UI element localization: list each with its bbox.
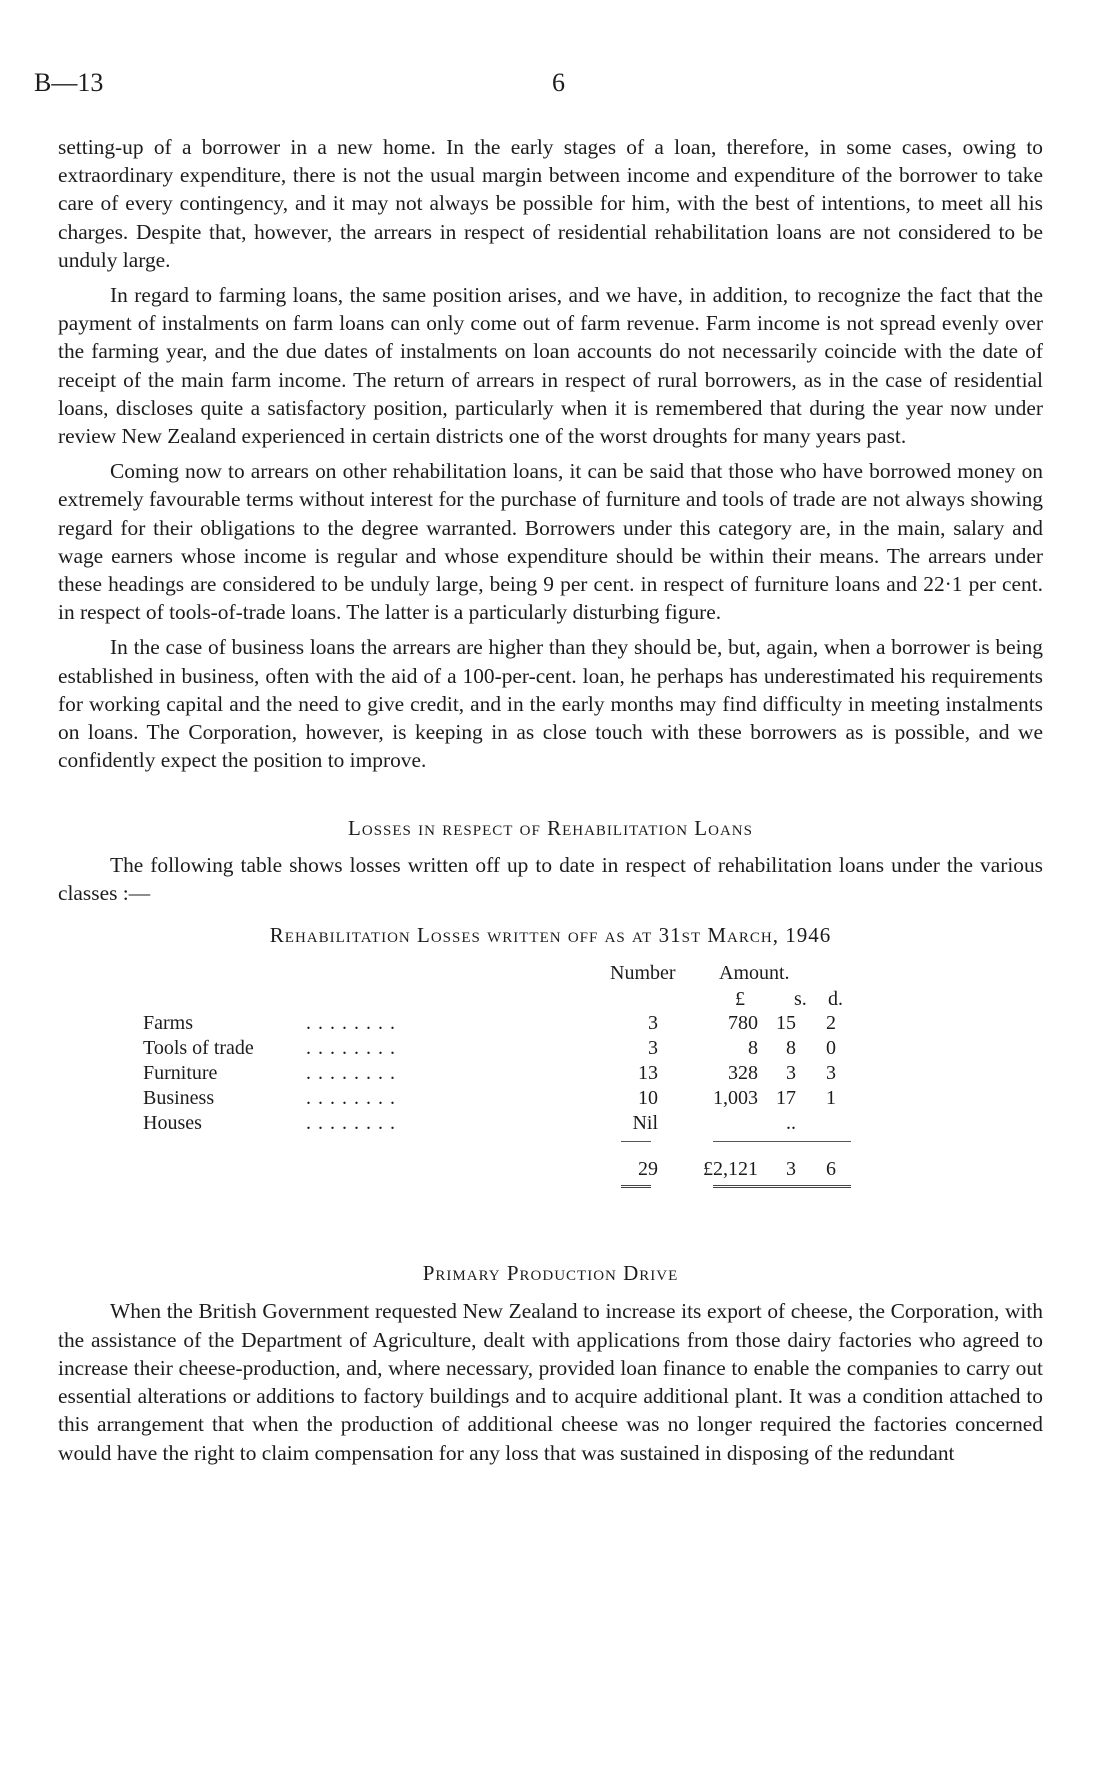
paragraph-other-rehabilitation-loans: Coming now to arrears on other rehabilitation loans, it can be said that those who have borrowed money on extremely favourable terms without interest for the purchase of furniture and tools of trade are not always showing regard for their obligations to the degree warranted. Borrowers under this category are, in the main, salary and wage earners whose income is regular and whose expenditure should be within their means. The arrears under these headings are considered to be unduly large, being 9 per cent. in respect of furniture loans and 22·1 per cent. in respect of tools-of-trade loans. The latter is a particularly disturbing figure.	[58, 459, 1043, 625]
column-header-amount: Amount.	[719, 962, 790, 985]
table-row-number: 3	[648, 1037, 658, 1060]
leader-dots: . . . . . . . .	[306, 1087, 396, 1110]
page-header	[34, 68, 1044, 102]
paragraph-residential-loans: setting-up of a borrower in a new home. In the early stages of a loan, therefore, in some cases, owing to extraordinary expenditure, there is not the usual margin between income and expenditure of the borrower to take care of every contingency, and it may not always be possible for him, with the best of intentions, to meet all his charges. Despite that, however, the arrears in respect of residential rehabilitation loans are not considered to be unduly large.	[58, 135, 1043, 272]
leader-dots: . . . . . . . .	[306, 1012, 396, 1035]
total-rule-amount	[713, 1185, 851, 1188]
table-row-label: Houses	[143, 1112, 202, 1135]
table-total-pounds: £2,121	[703, 1158, 758, 1181]
table-row-number: 3	[648, 1012, 658, 1035]
leader-dots: . . . . . . . .	[306, 1037, 396, 1060]
unit-pence: d.	[828, 988, 843, 1011]
table-row-pence: 1	[826, 1087, 836, 1110]
table-row-number: 10	[638, 1087, 658, 1110]
page-body	[58, 133, 1043, 1474]
subtotal-rule-amount	[713, 1141, 851, 1142]
table-row-label: Tools of trade	[143, 1037, 254, 1060]
table-total-shillings: 3	[786, 1158, 796, 1181]
leader-dots: . . . . . . . .	[306, 1062, 396, 1085]
unit-pounds: £	[735, 988, 745, 1011]
table-row-shillings: 8	[786, 1037, 796, 1060]
table-row-pounds: 780	[728, 1012, 758, 1035]
table-row-label: Farms	[143, 1012, 193, 1035]
table-row-shillings: 15	[776, 1012, 796, 1035]
primary-production-paragraph: When the British Government requested New Zealand to increase its export of cheese, the Corporation, with the assistance of the Department of Agriculture, dealt with applications from those dairy factories who agreed to increase their cheese-production, and, where necessary, provided loan finance to enable the companies to carry out essential alterations or additions to factory buildings and to acquire additional plant. It was a condition attached to this arrangement that when the production of additional cheese was no longer required the factories concerned would have the right to claim compensation for any loss that was sustained in disposing of the redundant	[58, 1299, 1043, 1465]
table-row-pounds: 1,003	[713, 1087, 758, 1110]
table-row-label: Business	[143, 1087, 215, 1110]
losses-intro-paragraph: The following table shows losses written off up to date in respect of rehabilitation loans under the various classes :—	[58, 852, 1043, 905]
unit-shillings: s.	[794, 988, 807, 1011]
table-row-number: Nil	[632, 1112, 658, 1135]
table-row-shillings: ..	[786, 1112, 796, 1135]
total-rule-number	[621, 1185, 651, 1188]
table-row-label: Furniture	[143, 1062, 218, 1085]
document-reference: B—13	[34, 68, 104, 97]
page-number: 6	[552, 68, 565, 97]
table-row-pence: 3	[826, 1062, 836, 1085]
table-row-pounds: 328	[728, 1062, 758, 1085]
table-row-pounds: 8	[748, 1037, 758, 1060]
losses-section-heading: Losses in respect of Rehabilitation Loans	[348, 816, 753, 841]
table-row-pence: 0	[826, 1037, 836, 1060]
paragraph-farming-loans: In regard to farming loans, the same position arises, and we have, in addition, to recognize the fact that the payment of instalments on farm loans can only come out of farm revenue. Farm income is not spread evenly over the farming year, and the due dates of instalments on loan accounts do not necessarily coincide with the date of receipt of the main farm income. The return of arrears in respect of rural borrowers, as in the case of residential loans, discloses quite a satisfactory position, particularly when it is remembered that during the year now under review New Zealand experienced in certain districts one of the worst droughts for many years past.	[58, 283, 1043, 449]
table-row-shillings: 17	[776, 1087, 796, 1110]
paragraph-business-loans: In the case of business loans the arrears are higher than they should be, but, again, when a borrower is being established in business, often with the aid of a 100-per-cent. loan, he perhaps has underestimated his requirements for working capital and the need to give credit, and in the early months may find difficulty in meeting instalments on loans. The Corporation, however, is keeping in as close touch with these borrowers as is possible, and we confidently expect the position to improve.	[58, 635, 1043, 773]
leader-dots: . . . . . . . .	[306, 1112, 396, 1135]
primary-production-heading: Primary Production Drive	[422, 1261, 679, 1286]
table-total-number: 29	[638, 1158, 658, 1181]
table-row-pence: 2	[826, 1012, 836, 1035]
column-header-number: Number	[610, 962, 676, 985]
table-title: Rehabilitation Losses written off as at 31st March, 1946	[269, 923, 832, 948]
table-row-number: 13	[638, 1062, 658, 1085]
table-total-pence: 6	[826, 1158, 836, 1181]
subtotal-rule-number	[621, 1141, 651, 1142]
losses-table	[58, 959, 1043, 1213]
table-row-shillings: 3	[786, 1062, 796, 1085]
